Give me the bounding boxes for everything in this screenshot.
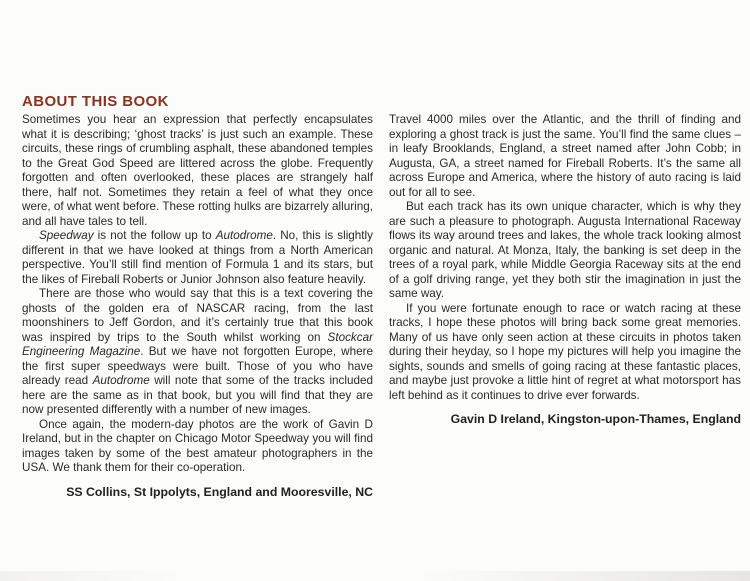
left-column [22,93,373,500]
paragraph: If you were fortunate enough to race or watch racing at these tracks, I hope these photos will bring back some great memories. Many of us have only seen action at these circuits in photos taken during their heyday, so I hope my pictures will help you imagine the sights, sounds and smells of going racing at these fantastic places, and maybe just provoke a little hint of regret at what motorsport has left behind as it continues to drive ever forwards. [389,301,741,402]
paragraph: There are those who would say that this is a text covering the ghosts of the golden era of NASCAR racing, from the last moonshiners to Jeff Gordon, and it’s certainly true that this book was inspired by trips to the South whilst working on Stockcar Engineering Magazine. But we have not forgotten Europe, where the first super speedways were built. Those of you who have already read Autodrome will note that some of the tracks included here are the same as in that book, but you will find that they are now presented differently with a number of new images. [22,287,374,416]
paragraph: Travel 4000 miles over the Atlantic, and the thrill of finding and exploring a ghost track is just the same. You’ll find the same clues – in leafy Brooklands, England, a street named after John Cobb; in Augusta, GA, a street named for Fireball Roberts. It’s the same all across Europe and America, where the history of auto racing is laid out for all to see. [389,113,741,199]
paragraph: But each track has its own unique character, which is why they are such a pleasure to photograph. Augusta International Raceway flows its way around trees and lakes, the whole track looking almost organic and natural. At Monza, Italy, the banking is set deep in the trees of a royal park, while Middle Georgia Raceway sits at the end of a golf driving range, yet they both stir the imagination in just the same way. [389,200,741,300]
paragraph: Speedway is not the follow up to Autodrome. No, this is slightly different in that we have looked at things from a North American perspective. You’ll still find mention of Formula 1 and its stars, but the likes of Fireball Roberts or Junior Johnson also feature heavily. [22,229,373,286]
right-paragraphs [389,113,741,403]
left-paragraphs [22,113,373,476]
page-bottom-shadow [0,571,750,581]
left-signature: SS Collins, St Ippolyts, England and Mooresville, NC [66,484,373,499]
page-content [22,93,741,500]
right-signature: Gavin D Ireland, Kingston-upon-Thames, England [450,412,741,426]
right-column [389,93,741,500]
paragraph: Sometimes you hear an expression that perfectly encapsulates what it is describing; ‘ghost tracks’ is just such an example. These circuits, these rings of crumbling asphalt, these abandoned temples to the Great God Speed are littered across the globe. Frequently forgotten and often overlooked, these places are strangely half there, half not. Sometimes they retain a feel of what they once were, of what went before. These rotting hulks are bizarrely alluring, and all have tales to tell. [22,113,373,228]
section-heading: ABOUT THIS BOOK [22,93,169,110]
paragraph: Once again, the modern-day photos are the work of Gavin D Ireland, but in the chapter on Chicago Motor Speedway you will find images taken by some of the best amateur photographers in the USA. We thank them for their co-operation. [22,417,373,474]
